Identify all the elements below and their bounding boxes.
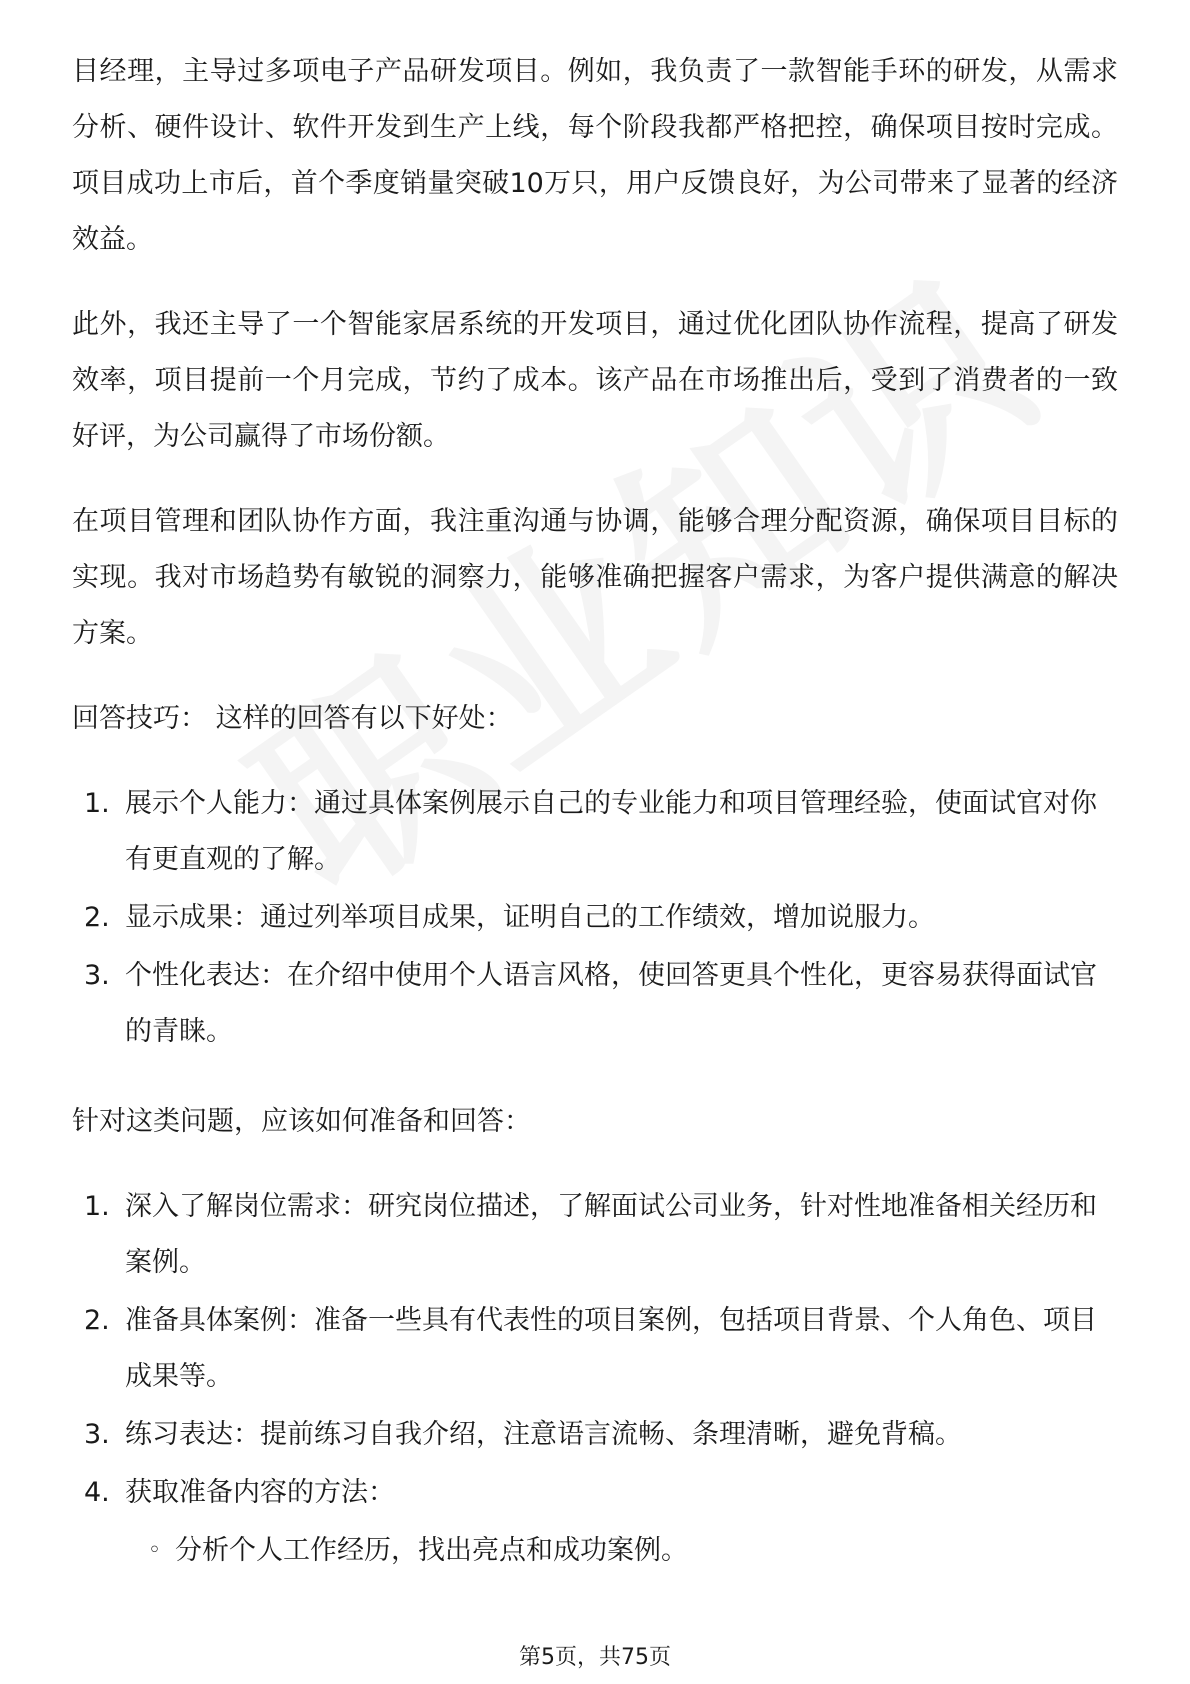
list-item — [72, 890, 1118, 946]
prep-list — [72, 1179, 1118, 1579]
list-item-text: 深入了解岗位需求：研究岗位描述，了解面试公司业务，针对性地准备相关经历和案例。 — [125, 1191, 1097, 1278]
list-number: 1. — [84, 788, 110, 819]
list-item — [72, 948, 1118, 1060]
bullet-icon: ◦ — [148, 1538, 161, 1563]
list-number: 3. — [84, 1419, 110, 1450]
sub-list-item — [72, 1523, 1118, 1579]
page-content — [72, 44, 1118, 1593]
sub-list-item-text: 分析个人工作经历，找出亮点和成功案例。 — [175, 1535, 688, 1566]
paragraph-1: 目经理，主导过多项电子产品研发项目。例如，我负责了一款智能手环的研发，从需求分析、硬件设计、软件开发到生产上线，每个阶段我都严格把控，确保项目按时完成。项目成功上市后，首个季度销量突破10万只，用户反馈良好，为公司带来了显著的经济效益。 — [72, 56, 1118, 255]
list-item-text: 个性化表达：在介绍中使用个人语言风格，使回答更具个性化，更容易获得面试官的青睐。 — [125, 960, 1097, 1047]
list-item — [72, 1465, 1118, 1521]
page-number: 第5页，共75页 — [519, 1645, 671, 1670]
list-item-text: 显示成果：通过列举项目成果，证明自己的工作绩效，增加说服力。 — [125, 902, 935, 933]
list-number: 2. — [84, 902, 110, 933]
prep-heading: 针对这类问题，应该如何准备和回答： — [72, 1106, 531, 1137]
list-item-text: 展示个人能力：通过具体案例展示自己的专业能力和项目管理经验，使面试官对你有更直观的了解。 — [125, 788, 1097, 875]
list-number: 3. — [84, 960, 110, 991]
list-item — [72, 1407, 1118, 1463]
paragraph-3: 在项目管理和团队协作方面，我注重沟通与协调，能够合理分配资源，确保项目目标的实现。我对市场趋势有敏锐的洞察力，能够准确把握客户需求，为客户提供满意的解决方案。 — [72, 506, 1118, 649]
tips-list — [72, 776, 1118, 1060]
list-number: 1. — [84, 1191, 110, 1222]
paragraph-2: 此外，我还主导了一个智能家居系统的开发项目，通过优化团队协作流程，提高了研发效率，项目提前一个月完成，节约了成本。该产品在市场推出后，受到了消费者的一致好评，为公司赢得了市场份额。 — [72, 309, 1118, 452]
list-number: 2. — [84, 1305, 110, 1336]
list-number: 4. — [84, 1477, 110, 1508]
list-item — [72, 1179, 1118, 1291]
list-item-text: 练习表达：提前练习自我介绍，注意语言流畅、条理清晰，避免背稿。 — [125, 1419, 962, 1450]
list-item-text: 准备具体案例：准备一些具有代表性的项目案例，包括项目背景、个人角色、项目成果等。 — [125, 1305, 1097, 1392]
tips-heading: 回答技巧： 这样的回答有以下好处： — [72, 703, 513, 734]
list-item — [72, 1293, 1118, 1405]
list-item-text: 获取准备内容的方法： — [125, 1477, 395, 1508]
list-item — [72, 776, 1118, 888]
